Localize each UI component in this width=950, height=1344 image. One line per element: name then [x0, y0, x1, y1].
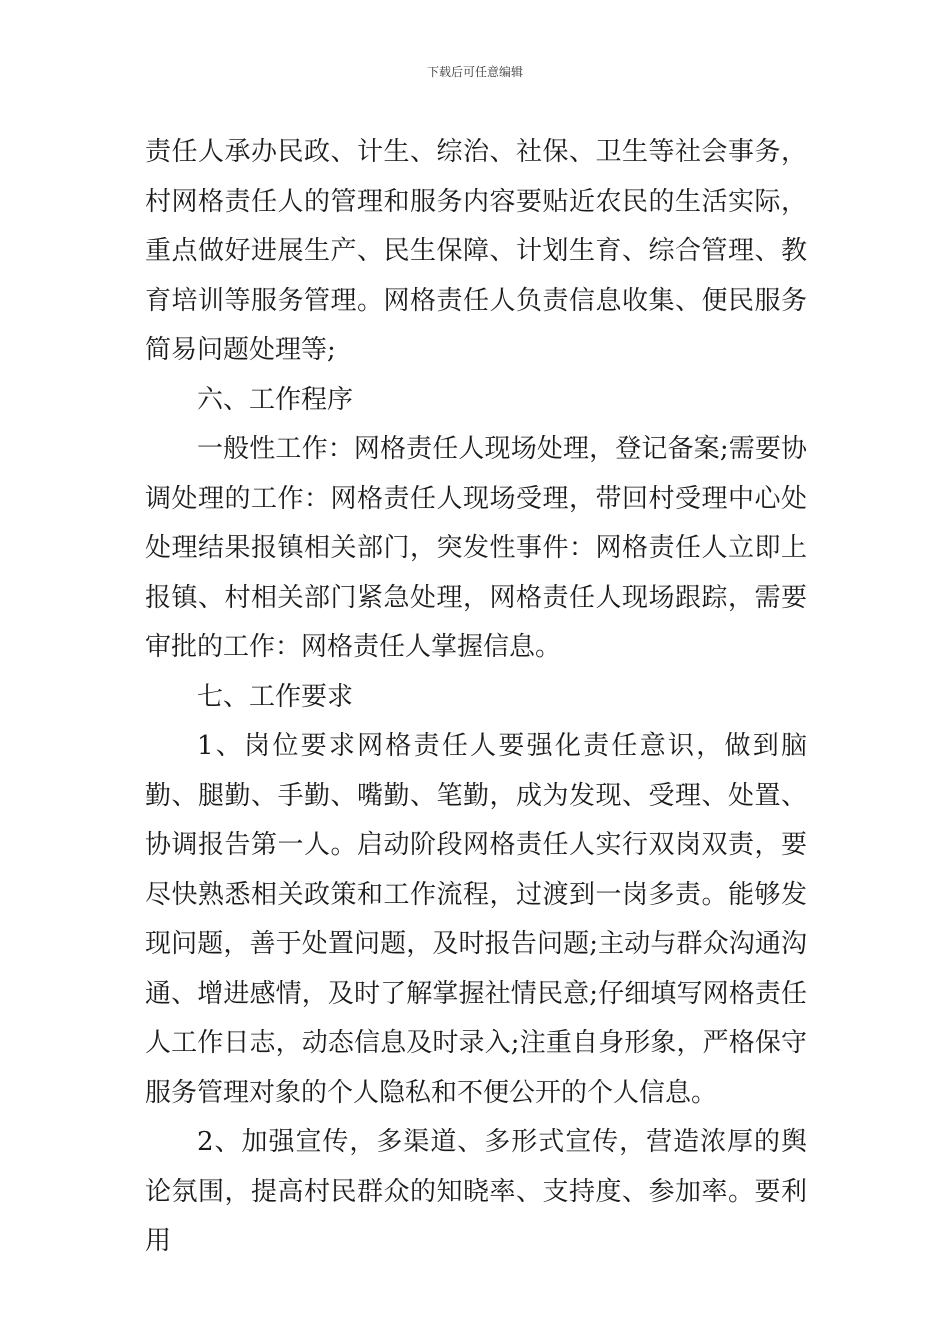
paragraph-continuation: 责任人承办民政、计生、综治、社保、卫生等社会事务，村网格责任人的管理和服务内容要贴近农民的生活实际，重点做好进展生产、民生保障、计划生育、综合管理、教育培训等服务管理。网格责任人负责信息收集、便民服务简易问题处理等; [145, 137, 807, 365]
document-body [145, 128, 807, 1267]
section-heading-work-requirements: 七、工作要求 [197, 681, 354, 712]
header-note: 下载后可任意编辑 [426, 65, 523, 79]
paragraph-requirement-1: 1、岗位要求网格责任人要强化责任意识，做到脑勤、腿勤、手勤、嘴勤、笔勤，成为发现、受理、处置、协调报告第一人。启动阶段网格责任人实行双岗双责，要尽快熟悉相关政策和工作流程，过渡到一岗多责。能够发现问题，善于处置问题，及时报告问题;主动与群众沟通沟通、增进感情，及时了解掌握社情民意;仔细填写网格责任人工作日志，动态信息及时录入;注重自身形象，严格保守服务管理对象的个人隐私和不便公开的个人信息。 [145, 731, 807, 1108]
paragraph-procedure: 一般性工作：网格责任人现场处理，登记备案;需要协调处理的工作：网格责任人现场受理，带回村受理中心处处理结果报镇相关部门，突发性事件：网格责任人立即上报镇、村相关部门紧急处理，网格责任人现场跟踪，需要审批的工作：网格责任人掌握信息。 [145, 434, 807, 662]
section-heading-work-procedure: 六、工作程序 [197, 384, 354, 415]
paragraph-requirement-2: 2、加强宣传，多渠道、多形式宣传，营造浓厚的舆论氛围，提高村民群众的知晓率、支持度、参加率。要利用 [145, 1127, 807, 1256]
